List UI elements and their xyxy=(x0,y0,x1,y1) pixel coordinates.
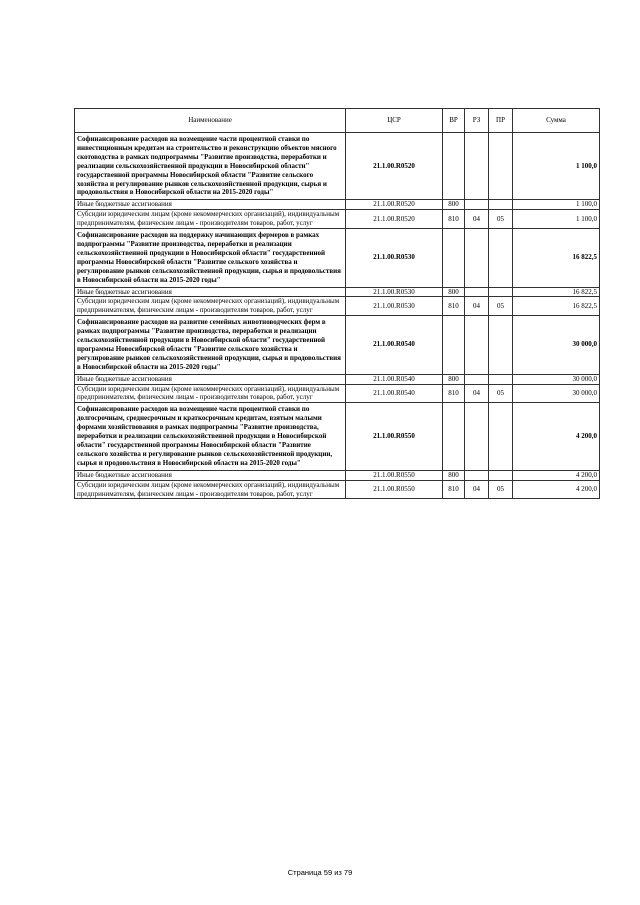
header-csr: ЦСР xyxy=(346,109,443,133)
table-row xyxy=(75,133,600,200)
table-row xyxy=(75,287,600,297)
cell-pr xyxy=(489,403,513,470)
cell-sum: 4 200,0 xyxy=(513,480,600,499)
cell-csr: 21.1.00.R0540 xyxy=(346,316,443,374)
cell-rz: 04 xyxy=(465,480,489,499)
table-row xyxy=(75,210,600,229)
cell-vr: 810 xyxy=(443,210,465,229)
header-name: Наименование xyxy=(75,109,346,133)
cell-vr: 800 xyxy=(443,374,465,384)
cell-pr xyxy=(489,470,513,480)
cell-vr: 810 xyxy=(443,297,465,316)
cell-vr xyxy=(443,403,465,470)
header-sum: Сумма xyxy=(513,109,600,133)
cell-name: Софинансирование расходов на поддержку начинающих фермеров в рамках подпрограммы "Развитие производства, переработки и реализации сельскохозяйственной продукции в Новосибирской области" государственной программы Новосибирской области "Развитие сельского хозяйства и регулирование рынков сельскохозяйственной продукции, сырья и продовольствия в Новосибирской области на 2015-2020 годы" xyxy=(75,229,346,287)
cell-csr: 21.1.00.R0520 xyxy=(346,133,443,200)
cell-rz xyxy=(465,470,489,480)
table-row xyxy=(75,403,600,470)
table-row xyxy=(75,470,600,480)
cell-sum: 30 000,0 xyxy=(513,374,600,384)
cell-sum: 16 822,5 xyxy=(513,297,600,316)
cell-vr xyxy=(443,133,465,200)
cell-pr: 05 xyxy=(489,384,513,403)
cell-csr: 21.1.00.R0540 xyxy=(346,374,443,384)
cell-rz xyxy=(465,403,489,470)
cell-csr: 21.1.00.R0540 xyxy=(346,384,443,403)
cell-pr xyxy=(489,200,513,210)
table-row xyxy=(75,374,600,384)
cell-pr xyxy=(489,133,513,200)
cell-rz xyxy=(465,287,489,297)
cell-pr: 05 xyxy=(489,297,513,316)
cell-csr: 21.1.00.R0550 xyxy=(346,480,443,499)
cell-sum: 4 200,0 xyxy=(513,470,600,480)
cell-csr: 21.1.00.R0550 xyxy=(346,470,443,480)
cell-sum: 16 822,5 xyxy=(513,287,600,297)
table-body xyxy=(75,133,600,499)
cell-name: Иные бюджетные ассигнования xyxy=(75,470,346,480)
cell-vr: 800 xyxy=(443,470,465,480)
cell-rz xyxy=(465,374,489,384)
cell-rz xyxy=(465,133,489,200)
cell-pr xyxy=(489,374,513,384)
cell-sum: 1 100,0 xyxy=(513,200,600,210)
page-number: Страница 59 из 79 xyxy=(287,868,353,877)
header-pr: ПР xyxy=(489,109,513,133)
cell-csr: 21.1.00.R0520 xyxy=(346,200,443,210)
cell-pr: 05 xyxy=(489,210,513,229)
cell-vr: 800 xyxy=(443,287,465,297)
cell-vr: 810 xyxy=(443,384,465,403)
cell-csr: 21.1.00.R0530 xyxy=(346,287,443,297)
cell-name: Иные бюджетные ассигнования xyxy=(75,374,346,384)
table-row xyxy=(75,316,600,374)
cell-sum: 1 100,0 xyxy=(513,210,600,229)
table-header-row xyxy=(75,109,600,133)
cell-sum: 16 822,5 xyxy=(513,229,600,287)
budget-table xyxy=(74,108,600,499)
cell-name: Субсидии юридическим лицам (кроме некоммерческих организаций), индивидуальным предпринимателям, физическим лицам - производителям товаров, работ, услуг xyxy=(75,384,346,403)
table-row xyxy=(75,384,600,403)
cell-sum: 30 000,0 xyxy=(513,384,600,403)
cell-name: Субсидии юридическим лицам (кроме некоммерческих организаций), индивидуальным предпринимателям, физическим лицам - производителям товаров, работ, услуг xyxy=(75,480,346,499)
cell-name: Софинансирование расходов на возмещение части процентной ставки по долгосрочным, среднесрочным и краткосрочным кредитам, взятым малыми формами хозяйствования в рамках подпрограммы "Развитие производства, переработки и реализации сельскохозяйственной продукции в Новосибирской области" государственной программы Новосибирской области "Развитие сельского хозяйства и регулирование рынков сельскохозяйственной продукции, сырья и продовольствия в Новосибирской области на 2015-2020 годы" xyxy=(75,403,346,470)
cell-sum: 1 100,0 xyxy=(513,133,600,200)
cell-rz: 04 xyxy=(465,210,489,229)
cell-vr: 810 xyxy=(443,480,465,499)
cell-csr: 21.1.00.R0530 xyxy=(346,229,443,287)
cell-csr: 21.1.00.R0530 xyxy=(346,297,443,316)
cell-sum: 30 000,0 xyxy=(513,316,600,374)
table-row xyxy=(75,200,600,210)
cell-name: Субсидии юридическим лицам (кроме некоммерческих организаций), индивидуальным предпринимателям, физическим лицам - производителям товаров, работ, услуг xyxy=(75,210,346,229)
cell-name: Иные бюджетные ассигнования xyxy=(75,287,346,297)
cell-rz: 04 xyxy=(465,297,489,316)
header-vr: ВР xyxy=(443,109,465,133)
cell-pr xyxy=(489,287,513,297)
cell-vr xyxy=(443,316,465,374)
cell-pr xyxy=(489,229,513,287)
cell-sum: 4 200,0 xyxy=(513,403,600,470)
cell-rz xyxy=(465,200,489,210)
cell-pr xyxy=(489,316,513,374)
cell-pr: 05 xyxy=(489,480,513,499)
cell-csr: 21.1.00.R0550 xyxy=(346,403,443,470)
cell-vr xyxy=(443,229,465,287)
cell-name: Софинансирование расходов на возмещение части процентной ставки по инвестиционным кредитам на строительство и реконструкцию объектов мясного скотоводства в рамках подпрограммы "Развитие производства, переработки и реализации сельскохозяйственной продукции в Новосибирской области" государственной программы Новосибирской области "Развитие сельского хозяйства и регулирование рынков сельскохозяйственной продукции, сырья и продовольствия в Новосибирской области на 2015-2020 годы" xyxy=(75,133,346,200)
table-row xyxy=(75,229,600,287)
header-rz: РЗ xyxy=(465,109,489,133)
cell-name: Иные бюджетные ассигнования xyxy=(75,200,346,210)
cell-name: Субсидии юридическим лицам (кроме некоммерческих организаций), индивидуальным предпринимателям, физическим лицам - производителям товаров, работ, услуг xyxy=(75,297,346,316)
table-row xyxy=(75,297,600,316)
cell-vr: 800 xyxy=(443,200,465,210)
cell-name: Софинансирование расходов на развитие семейных животноводческих ферм в рамках подпрограммы "Развитие производства, переработки и реализации сельскохозяйственной продукции в Новосибирской области" государственной программы Новосибирской области "Развитие сельского хозяйства и регулирование рынков сельскохозяйственной продукции, сырья и продовольствия в Новосибирской области на 2015-2020 годы" xyxy=(75,316,346,374)
cell-rz: 04 xyxy=(465,384,489,403)
table-row xyxy=(75,480,600,499)
cell-rz xyxy=(465,316,489,374)
cell-csr: 21.1.00.R0520 xyxy=(346,210,443,229)
cell-rz xyxy=(465,229,489,287)
